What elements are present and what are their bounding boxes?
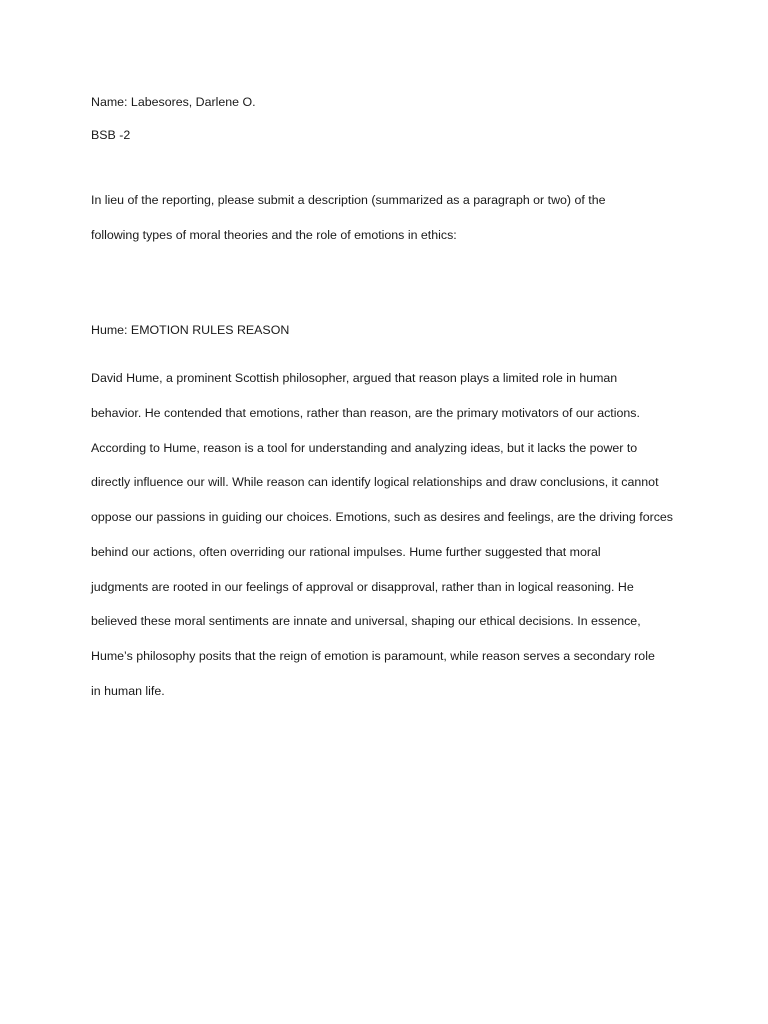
paragraph-line: According to Hume, reason is a tool for understanding and analyzing ideas, but it lacks the power to [91,441,638,455]
paragraph-line: Hume’s philosophy posits that the reign of emotion is paramount, while reason serves a secondary role [91,649,655,663]
paragraph-line: judgments are rooted in our feelings of approval or disapproval, rather than in logical reasoning. He [91,580,634,594]
instruction-line: In lieu of the reporting, please submit a description (summarized as a paragraph or two) of the [91,193,606,207]
paragraph-line: oppose our passions in guiding our choices. Emotions, such as desires and feelings, are the driving forces [91,510,674,524]
paragraph-line: behavior. He contended that emotions, rather than reason, are the primary motivators of our actions. [91,406,640,420]
section-heading: Hume: EMOTION RULES REASON [91,323,290,337]
paragraph-line: David Hume, a prominent Scottish philosopher, argued that reason plays a limited role in human [91,371,618,385]
name-line: Name: Labesores, Darlene O. [91,95,256,109]
paragraph-line: directly influence our will. While reason can identify logical relationships and draw conclusions, it cannot [91,475,659,489]
paragraph-line: believed these moral sentiments are innate and universal, shaping our ethical decisions. In essence, [91,614,641,628]
paragraph-line: in human life. [91,684,165,698]
instruction-line: following types of moral theories and the role of emotions in ethics: [91,228,457,242]
paragraph-line: behind our actions, often overriding our rational impulses. Hume further suggested that moral [91,545,601,559]
class-line: BSB -2 [91,128,131,142]
